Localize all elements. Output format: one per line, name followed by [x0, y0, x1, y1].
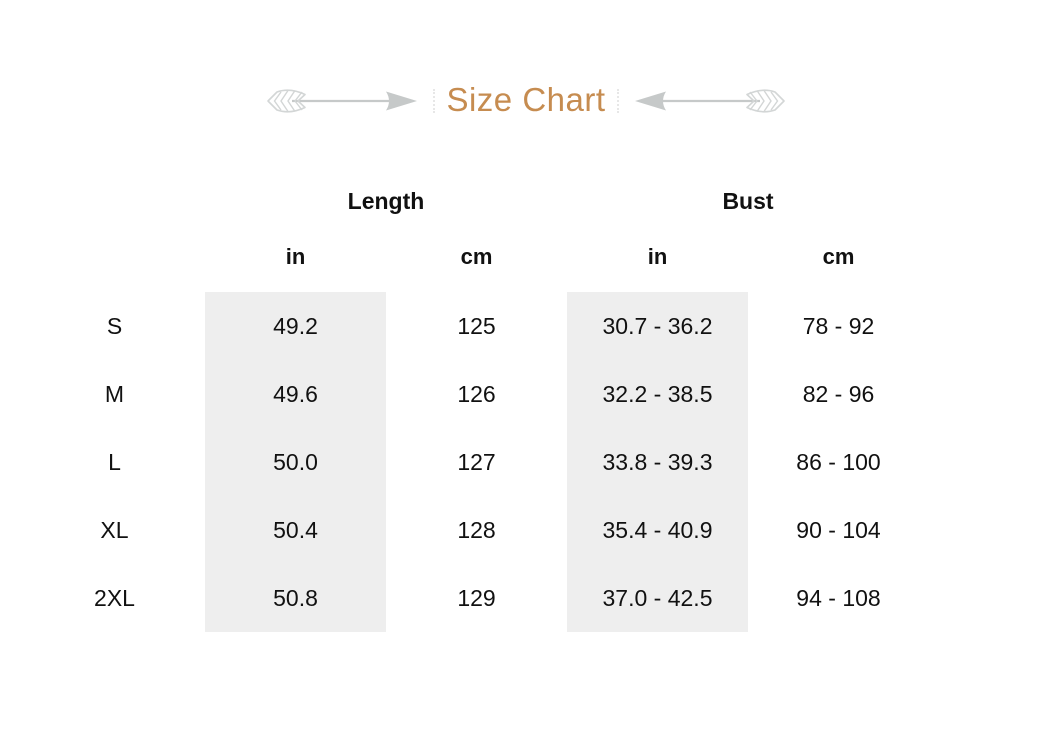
- corner-cell: [24, 174, 205, 228]
- cell-length-cm: 127: [457, 448, 496, 475]
- size-chart-table: [24, 174, 929, 632]
- cell-size: L: [108, 448, 121, 475]
- cell-bust-in: 35.4 - 40.9: [567, 496, 748, 564]
- page-title: Size Chart: [446, 80, 606, 118]
- cell-size: S: [106, 312, 123, 339]
- column-group-length: Length: [347, 187, 425, 214]
- table-row-m: [24, 360, 929, 428]
- cell-bust-in: 32.2 - 38.5: [567, 360, 748, 428]
- cell-length-cm: 129: [457, 584, 496, 611]
- cell-bust-cm: 90 - 104: [796, 516, 881, 543]
- cell-bust-cm: 86 - 100: [796, 448, 881, 475]
- cell-bust-cm: 94 - 108: [796, 584, 881, 611]
- cell-bust-in: 33.8 - 39.3: [567, 428, 748, 496]
- unit-header-row: [24, 228, 929, 286]
- cell-length-cm: 126: [457, 380, 496, 407]
- cell-bust-in: 30.7 - 36.2: [567, 292, 748, 360]
- table-row-l: [24, 428, 929, 496]
- title-divider: [433, 89, 435, 113]
- title-row: [0, 76, 1052, 126]
- cell-length-in: 49.2: [205, 292, 386, 360]
- cell-length-cm: 125: [457, 312, 496, 339]
- cell-length-in: 50.8: [205, 564, 386, 632]
- table-row-2xl: [24, 564, 929, 632]
- unit-header-length-in: in: [285, 244, 306, 269]
- unit-header-bust-cm: cm: [822, 244, 855, 269]
- cell-length-cm: 128: [457, 516, 496, 543]
- table-row-s: [24, 292, 929, 360]
- cell-size: XL: [100, 516, 129, 543]
- table-body: [24, 292, 929, 632]
- feathered-arrow-left-icon: [630, 86, 788, 116]
- unit-header-length-cm: cm: [460, 244, 493, 269]
- feathered-arrow-right-icon: [264, 86, 422, 116]
- group-header-row: [24, 174, 929, 228]
- cell-bust-cm: 82 - 96: [802, 380, 875, 407]
- table-row-xl: [24, 496, 929, 564]
- cell-size: 2XL: [94, 584, 135, 611]
- column-group-bust: Bust: [722, 187, 774, 214]
- cell-length-in: 50.0: [205, 428, 386, 496]
- cell-bust-cm: 78 - 92: [802, 312, 875, 339]
- cell-length-in: 50.4: [205, 496, 386, 564]
- cell-bust-in: 37.0 - 42.5: [567, 564, 748, 632]
- title-divider: [617, 89, 619, 113]
- corner-cell: [24, 228, 205, 286]
- unit-header-bust-in: in: [647, 244, 668, 269]
- cell-length-in: 49.6: [205, 360, 386, 428]
- cell-size: M: [104, 380, 125, 407]
